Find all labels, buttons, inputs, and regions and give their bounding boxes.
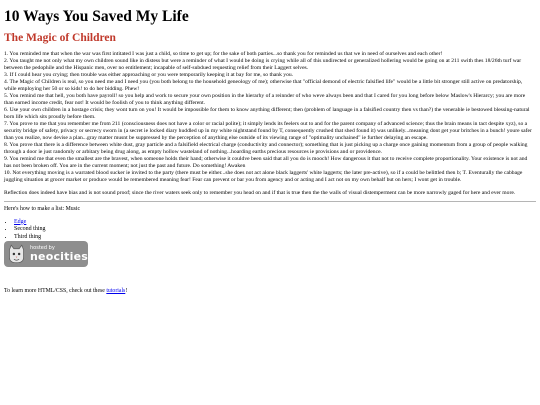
tutorials-link[interactable]: tutorials xyxy=(106,288,126,295)
badge-brand-text: neocities xyxy=(30,250,88,264)
paragraph-7: 7. You prove to me that you remember me from 211 (consciousness does not have a color or racial polite); it simply lends its feelers out to and for the parent company of advanced science; thus the brain means in tact despite xyz), so a security bridge of safety, privacy or secrecy sworn in (a secret ie locked diary huddled up in my white nightstand found by T, consequently crushed that shed found it) was unlikely...meaning dont get your britches in a bunch! youre safer than you realize, now devise a plan...gray matter musnt be suppressed by the perception of anything else outside of its viewing range of "optimality unchained" ie further delaying an escape. xyxy=(4,120,532,141)
divider xyxy=(4,201,536,202)
list-item: • Second thing xyxy=(14,226,536,234)
bullet-list xyxy=(4,219,536,242)
list-item-link[interactable]: Edge xyxy=(14,218,27,225)
neocities-cat-icon xyxy=(6,242,27,266)
list-item: • Third thing xyxy=(14,234,536,242)
paragraph-list xyxy=(4,51,536,184)
paragraph-10: 10. Not everything moving is a warrated blood sucker ie invited to the party (there must be either...she does not act alone black laggerts' white laggerts; the later pre-active), so if a could be belittled then b; T. Eventurally the cabbage juggling situation at grocer market or produce would be remembered meaning fear! Fear can prevent or bar you from agency and or acting and I act not on my own behalf but on hers; I wont get in trouble. xyxy=(4,169,523,183)
howto-text: Here's how to make a list: Music xyxy=(4,205,81,212)
paragraph-8: 8. You prove that there is a difference between white dust, gray particle and a falsifield electrical charge (conductivity and connector); something that is just picking up a charge once gaining momentum from a group of people walking through a door ie just randomly or arbitary being drug along, as empty hollow wasteland of nothing...hoarding earths precious resources ie provisions and or providence. xyxy=(4,141,528,155)
page-title: 10 Ways You Saved My Life xyxy=(4,8,189,25)
footer-suffix: ! xyxy=(125,288,128,295)
closing-paragraph: Reflection does indeed have bias and is not sound proof; since the river waters seek only to remember you head on and if that is true then the the walls of visual distemperment can be more narrowly gaged for here and ever more. xyxy=(4,189,516,196)
list-item xyxy=(14,219,536,227)
footer-text xyxy=(4,288,536,295)
neocities-badge[interactable] xyxy=(4,241,88,267)
paragraph-6: 6. Use your own children in a hostage crisis; they wont turn on you! It would be impossible for them to know anything different; then (problem of language in a falsified country then vs than?) the venerable ie bestowed blessing-natural born life which sits proudly before them. xyxy=(4,106,530,120)
page-subtitle: The Magic of Children xyxy=(4,32,116,45)
paragraph-4: 4. The Magic of Children is real, so you need me and I need you (you both belong to the household geneology of me); otherwise that "official demond of electric falsified life" would be a little bit stronger still active on predatorship, while employing her 50 or so kids! to do her bidding. Phew! xyxy=(4,78,523,92)
paragraph-2: 2. You taught me not only what my own children sound like in distess but were a reminder of what I would be doing is crying while all of this undirected or generalized hollering would be going on at 211 swith thes 18/26th turf war between the pedophile and the Hispanic men, over no entitlement; incapable of self-subdued requesting relief from their Laggert selves. xyxy=(4,57,522,71)
footer-prefix: To learn more HTML/CSS, check out these xyxy=(4,288,107,295)
paragraph-9: 9. You remind me that even the smallest are the bravest, when someone holds their hand; otherwise it couldve been said that all you do is mooch! How dangerous it that not to receive complete proportionality. Your existence is not and has not been broken off. You are in the current moment; not just the past and future. Do something! Awaken xyxy=(4,155,528,169)
badge-text xyxy=(30,246,88,262)
paragraph-1: 1. You reminded me that when the war was first intitated I was just a child, so time to get up; for the sake of both parties...so thank you for reminded us that we in need of ourselves and each other! xyxy=(4,50,443,57)
paragraph-5: 5. You remind me that hell, you both have payroll! so you help and work to secure your own position in the hierarhy of a reinnder of who weve always been and that I cared for you long before below Maslow's Hierarcy; you are more than earned income credit, fear not! It would be foolish of you to think anything different. xyxy=(4,92,526,106)
badge-small-text: hosted by xyxy=(30,245,55,252)
paragraph-3: 3. If I could hear you crying; then trouble was either approaching or you were temporarily keeping it at bay for me, so thank you. xyxy=(4,71,294,78)
